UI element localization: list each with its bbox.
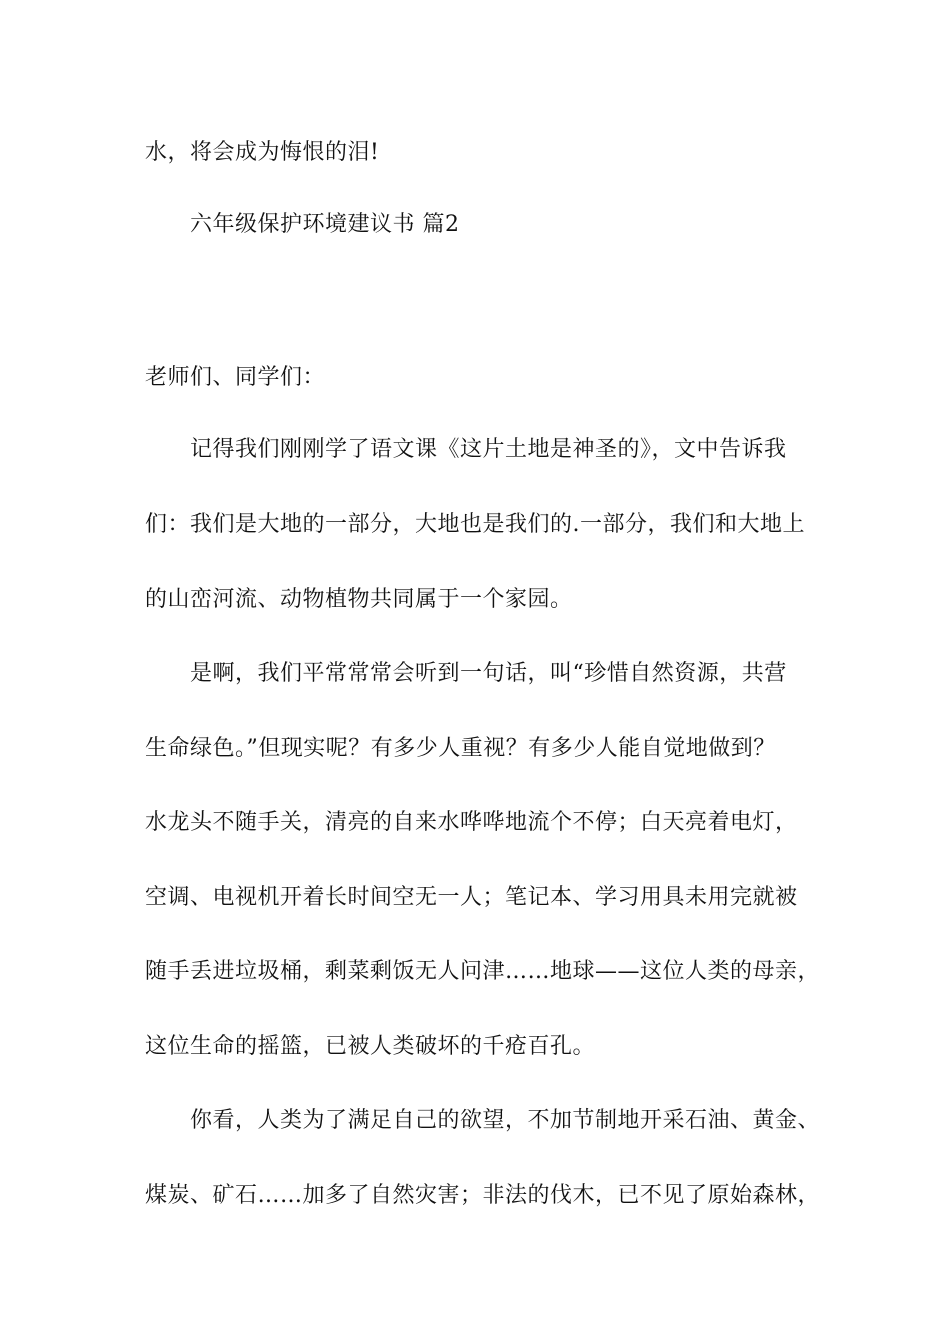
text-line-11: 随手丢进垃圾桶，剩菜剩饭无人问津……地球——这位人类的母亲， (145, 959, 821, 984)
text-line-9: 水龙头不随手关，清亮的自来水哗哗地流个不停；白天亮着电灯， (145, 810, 798, 835)
section-heading: 六年级保护环境建议书 篇2 (190, 212, 460, 237)
text-line-12: 这位生命的摇篮，已被人类破坏的千疮百孔。 (145, 1034, 596, 1059)
text-line-5: 们：我们是大地的一部分，大地也是我们的.一部分，我们和大地上 (145, 512, 805, 537)
text-line-13: 你看，人类为了满足自己的欲望，不加节制地开采石油、黄金、 (190, 1108, 821, 1133)
text-line-14: 煤炭、矿石……加多了自然灾害；非法的伐木，已不见了原始森林， (145, 1183, 821, 1208)
text-line-1: 水，将会成为悔恨的泪! (145, 140, 380, 165)
salutation: 老师们、同学们： (145, 365, 326, 390)
text-line-10: 空调、电视机开着长时间空无一人；笔记本、学习用具未用完就被 (145, 885, 798, 910)
text-line-4: 记得我们刚刚学了语文课《这片土地是神圣的》，文中告诉我 (190, 437, 787, 462)
text-line-6: 的山峦河流、动物植物共同属于一个家园。 (145, 587, 573, 612)
text-line-8: 生命绿色。”但现实呢？有多少人重视？有多少人能自觉地做到？ (145, 736, 776, 761)
text-line-7: 是啊，我们平常常常会听到一句话，叫“珍惜自然资源，共营 (190, 661, 787, 686)
